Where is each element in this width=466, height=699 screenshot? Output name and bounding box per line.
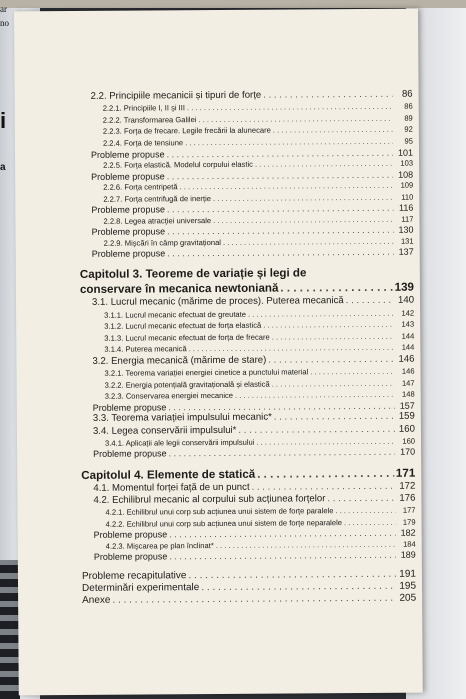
toc-entry-title: 3.1. Lucrul mecanic (mărime de proces). Puterea mecanică <box>92 295 344 309</box>
toc-leader-dots <box>274 411 395 424</box>
toc-entry-title: Probleme propuse <box>93 448 167 460</box>
toc-leader-dots <box>169 550 396 562</box>
toc-page-number: 205 <box>399 593 417 605</box>
toc-leader-dots <box>327 493 395 506</box>
toc-entry-title: 3.1.4. Puterea mecanică <box>104 344 187 355</box>
scrap-glyph-large: i <box>0 108 7 133</box>
toc-page-number: 160 <box>398 423 415 435</box>
toc-leader-dots <box>335 505 395 517</box>
toc-entry-title: Probleme propuse <box>92 402 167 413</box>
toc-leader-dots <box>280 280 392 296</box>
toc-page-number: 89 <box>404 113 413 123</box>
background-top-edge <box>0 0 466 8</box>
toc-page-number: 86 <box>401 88 413 100</box>
toc-leader-dots <box>273 124 393 136</box>
toc-leader-dots <box>112 593 396 607</box>
toc-entry-title: 2.2.4. Forța de tensiune <box>102 138 184 148</box>
book-page <box>14 9 423 696</box>
toc-page-number: 95 <box>404 136 413 146</box>
toc-entry-title: 2.2.5. Forța elastică. Modelul corpului elastic <box>103 159 253 170</box>
toc-page-number: 130 <box>398 224 414 235</box>
toc-entry-title: 4.2. Echilibrul mecanic al corpului sub acțiunea forțelor <box>93 493 326 506</box>
toc-entry-title: 2.2. Principiile mecanicii și tipuri de forțe <box>90 89 262 102</box>
toc-entry-title: 3.2.3. Conservarea energiei mecanice <box>104 391 234 402</box>
toc-entry-title: Probleme propuse <box>91 226 166 237</box>
toc-entry-title: 4.2.1. Echilibrul unui corp sub acțiunea unui sistem de forțe paralele <box>105 506 334 517</box>
toc-entry-title: Probleme recapitulative <box>81 569 187 582</box>
toc-entry-title: Probleme propuse <box>91 170 165 182</box>
toc-entry-title: 4.1. Momentul forței față de un punct <box>93 481 250 494</box>
toc-entry-title: 3.3. Teorema variației impulsului mecanic* <box>92 412 272 425</box>
toc-leader-dots <box>238 423 395 436</box>
toc-entry-title: 4.2.3. Mișcarea pe plan înclinat* <box>105 540 214 551</box>
toc-page-number: 170 <box>400 446 416 458</box>
toc-page-number: 184 <box>403 539 416 549</box>
toc-leader-dots <box>167 247 394 259</box>
toc-entry-title: 2.2.7. Forța centrifugă de inerție <box>103 193 211 204</box>
toc-page-number: 108 <box>398 169 414 180</box>
toc-page-number: 143 <box>401 319 415 329</box>
toc-page-number: 179 <box>402 517 416 527</box>
toc-leader-dots <box>272 331 395 343</box>
toc-page-number: 92 <box>404 125 413 135</box>
scrap-glyph-small: a <box>0 162 6 173</box>
toc-problems-row <box>82 550 416 563</box>
toc-entry-title: Capitolul 4. Elemente de statică <box>81 467 256 482</box>
toc-leader-dots <box>346 295 394 308</box>
toc-leader-dots <box>248 307 394 320</box>
toc-page-number: 101 <box>397 147 414 158</box>
toc-page-number: 131 <box>400 236 414 246</box>
toc-page-number: 110 <box>401 192 414 202</box>
toc-entry-title: 2.2.1. Principiile I, II și III <box>102 103 186 113</box>
toc-page-number: 189 <box>400 549 416 561</box>
toc-entry-title: 2.2.2. Transformarea Galilei <box>102 114 197 125</box>
toc-entry-title: Probleme propuse <box>91 204 165 215</box>
toc-page-number: 117 <box>401 214 414 224</box>
toc-leader-dots <box>169 447 396 459</box>
toc-entry-title: 3.1.3. Lucrul mecanic efectuat de forța de frecare <box>104 332 270 343</box>
toc-leader-dots <box>310 366 394 378</box>
toc-page-number: 172 <box>399 480 416 492</box>
toc-leader-dots <box>256 436 395 449</box>
toc-problems-row <box>81 447 415 460</box>
toc-entry-title: Probleme propuse <box>93 551 168 563</box>
toc-page-number: 146 <box>398 353 415 365</box>
toc-page-number: 148 <box>401 390 415 400</box>
toc-entry-title: Determinări experimentale <box>81 582 200 595</box>
toc-page-number: 171 <box>395 466 416 480</box>
scrap-line: ar <box>0 4 7 14</box>
toc-entry-title: 2.2.8. Legea atracției universale <box>103 215 212 226</box>
toc-page-number: 159 <box>398 411 415 423</box>
toc-page-number: 144 <box>401 331 415 341</box>
toc-entry-title: 2.2.9. Mișcări în câmp gravitațional <box>103 237 221 248</box>
toc-entry-title: 3.1.2. Lucrul mecanic efectuat de forța elastică <box>104 320 262 332</box>
toc-appendix-row <box>82 593 416 608</box>
toc-leader-dots <box>263 319 394 332</box>
toc-page-number: 103 <box>400 158 414 168</box>
toc-page-number: 157 <box>399 400 415 411</box>
toc-entry-title: Probleme propuse <box>90 148 165 160</box>
background-scrap-text <box>0 2 9 30</box>
table-of-contents <box>79 89 417 608</box>
toc-entry-title: 2.2.3. Forța de frecare. Legile frecării la alunecare <box>102 125 271 137</box>
toc-entry-title: Probleme propuse <box>93 529 168 541</box>
toc-entry-title: 3.4. Legea conservării impulsului* <box>92 424 237 437</box>
toc-leader-dots <box>255 158 393 171</box>
scrap-line: no <box>0 18 9 28</box>
toc-leader-dots <box>344 516 396 528</box>
toc-leader-dots <box>257 466 394 482</box>
toc-entry-title: 3.2.2. Energia potențială gravitațională și elastică <box>104 379 270 390</box>
toc-page-number: 139 <box>394 281 414 295</box>
toc-page-number: 109 <box>400 180 414 190</box>
toc-entry-title: 3.4.1. Aplicații ale legii conservării impulsului <box>104 437 255 448</box>
toc-entry-title: 2.2.6. Forța centripetă <box>103 182 178 192</box>
toc-entry-title: Capitolul 3. Teoreme de variație și legi de <box>79 266 307 282</box>
toc-entry-title: Probleme propuse <box>91 248 166 259</box>
toc-page-number: 147 <box>401 378 415 388</box>
toc-page-number: 140 <box>397 295 415 307</box>
toc-leader-dots <box>252 481 396 494</box>
toc-entry-title: 3.1.1. Lucrul mecanic efectuat de greutate <box>104 309 246 320</box>
toc-problems-row <box>80 247 414 260</box>
toc-leader-dots <box>263 89 392 102</box>
toc-leader-dots <box>272 378 395 390</box>
toc-entry-title: Anexe <box>82 595 111 607</box>
toc-entry-title: 4.2.2. Echilibrul unui corp sub acțiunea unui sistem de forțe neparalele <box>105 517 343 529</box>
toc-page-number: 86 <box>404 101 413 111</box>
toc-page-number: 142 <box>401 308 415 318</box>
toc-page-number: 195 <box>399 580 417 592</box>
toc-page-number: 116 <box>398 202 414 213</box>
toc-page-number: 177 <box>402 505 416 515</box>
toc-page-number: 146 <box>401 366 415 376</box>
toc-page-number: 182 <box>400 527 416 539</box>
toc-entry-title: 3.2. Energia mecanică (mărime de stare) <box>92 354 267 367</box>
toc-page-number: 176 <box>399 492 416 504</box>
toc-page-number: 160 <box>402 436 416 446</box>
toc-page-number: 191 <box>399 568 416 580</box>
toc-page-number: 137 <box>398 246 414 257</box>
toc-page-number: 144 <box>401 343 415 353</box>
toc-leader-dots <box>268 354 394 367</box>
toc-entry-title: 3.2.1. Teorema variației energiei cinetice a punctului material <box>104 367 309 379</box>
toc-entry-title: conservare în mecanica newtoniană <box>79 282 279 297</box>
